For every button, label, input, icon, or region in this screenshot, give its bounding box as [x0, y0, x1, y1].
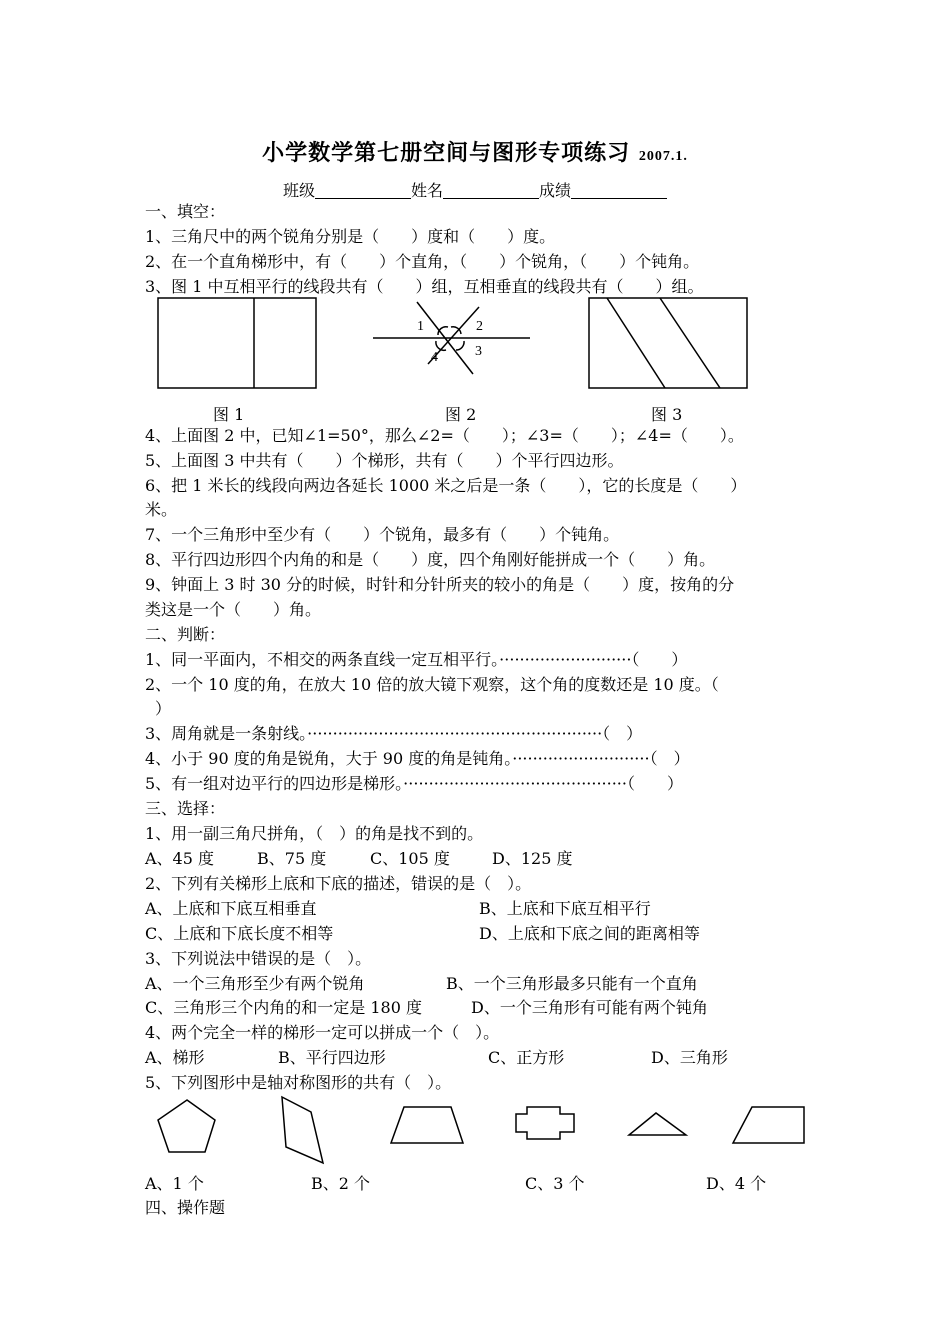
- judge-question-1: 1、同一平面内，不相交的两条直线一定互相平行。··························（ ）: [145, 650, 688, 669]
- title-date: 2007.1.: [638, 149, 688, 164]
- irregular-quadrilateral-shape: [282, 1097, 323, 1163]
- choice-question-2: 2、下列有关梯形上底和下底的描述，错误的是（ ）。: [145, 874, 532, 893]
- class-label: 班级: [282, 181, 315, 200]
- angle-label-3: 3: [475, 344, 482, 359]
- judge-question-3: 3、周角就是一条射线。··························································（ ）: [145, 724, 643, 743]
- choice-4-option-a: A、梯形: [145, 1048, 205, 1067]
- choice-question-5: 5、下列图形中是轴对称图形的共有（ ）。: [145, 1073, 452, 1092]
- title-text: 小学数学第七册空间与图形专项练习: [262, 140, 631, 166]
- choice-1-option-c: C、105 度: [370, 849, 450, 868]
- choice-5-option-c: C、3 个: [525, 1174, 585, 1193]
- figure-3-rectangle: [589, 298, 747, 388]
- choice-question-3: 3、下列说法中错误的是（ ）。: [145, 949, 372, 968]
- choice-1-option-b: B、75 度: [257, 849, 327, 868]
- fill-question-9-line-2: 类这是一个（ ）角。: [145, 600, 322, 619]
- right-trapezoid-shape: [733, 1107, 804, 1143]
- score-label: 成绩: [539, 181, 572, 200]
- judge-question-4: 4、小于 90 度的角是锐角，大于 90 度的角是钝角。···························（ ）: [145, 749, 690, 768]
- choice-5-option-d: D、4 个: [706, 1174, 767, 1193]
- choice-3-option-d: D、一个三角形有可能有两个钝角: [471, 998, 708, 1017]
- figure-2-caption: 图 2: [445, 405, 477, 424]
- figure-2: [373, 302, 530, 374]
- choice-question-1: 1、用一副三角尺拼角，（ ）的角是找不到的。: [145, 824, 484, 843]
- choice-5-option-a: A、1 个: [145, 1174, 204, 1193]
- figure-2-angle-arc-3: [456, 341, 464, 350]
- fill-question-1: 1、三角尺中的两个锐角分别是（ ）度和（ ）度。: [145, 227, 556, 246]
- choice-3-option-c: C、三角形三个内角的和一定是 180 度: [145, 998, 422, 1017]
- fill-question-2: 2、在一个直角梯形中，有（ ）个直角，（ ）个锐角，（ ）个钝角。: [145, 252, 700, 271]
- section4-heading: 四、操作题: [145, 1198, 226, 1217]
- fill-question-6-line-2: 米。: [145, 500, 178, 519]
- choice-5-shapes: [158, 1097, 804, 1163]
- fill-question-7: 7、一个三角形中至少有（ ）个锐角，最多有（ ）个钝角。: [145, 525, 620, 544]
- figure-3: [589, 298, 747, 388]
- choice-1-option-d: D、125 度: [492, 849, 573, 868]
- angle-label-1: 1: [417, 319, 424, 334]
- choice-3-option-b: B、一个三角形最多只能有一个直角: [446, 974, 698, 993]
- fill-question-3: 3、图 1 中互相平行的线段共有（ ）组，互相垂直的线段共有（ ）组。: [145, 277, 704, 296]
- choice-question-4: 4、两个完全一样的梯形一定可以拼成一个（ ）。: [145, 1023, 500, 1042]
- choice-2-option-d: D、上底和下底之间的距离相等: [479, 924, 700, 943]
- choice-1-option-a: A、45 度: [145, 849, 215, 868]
- trapezoid-shape: [391, 1107, 463, 1143]
- choice-4-option-c: C、正方形: [488, 1048, 565, 1067]
- choice-3-option-a: A、一个三角形至少有两个锐角: [145, 974, 365, 993]
- figure-3-slant-line-a: [607, 298, 665, 388]
- judge-question-5: 5、有一组对边平行的四边形是梯形。············································（ ）: [145, 774, 683, 793]
- fill-question-9-line-1: 9、钟面上 3 时 30 分的时候，时针和分针所夹的较小的角是（ ）度，按角的分: [145, 575, 735, 594]
- choice-2-option-b: B、上底和下底互相平行: [479, 899, 651, 918]
- figure-3-caption: 图 3: [651, 405, 683, 424]
- figure-1-caption: 图 1: [213, 405, 245, 424]
- triangle-shape: [629, 1113, 686, 1135]
- fill-question-6-line-1: 6、把 1 米长的线段向两边各延长 1000 米之后是一条（ ），它的长度是（ ）: [145, 476, 747, 495]
- choice-5-option-b: B、2 个: [311, 1174, 371, 1193]
- figure-1-rectangle: [158, 298, 316, 388]
- judge-question-2-line-1: 2、一个 10 度的角，在放大 10 倍的放大镜下观察，这个角的度数还是 10 度。（: [145, 675, 719, 694]
- fill-question-4: 4、上面图 2 中，已知∠1=50°，那么∠2=（ ）；∠3=（ ）；∠4=（ ）。: [145, 426, 744, 445]
- fill-question-5: 5、上面图 3 中共有（ ）个梯形，共有（ ）个平行四边形。: [145, 451, 624, 470]
- angle-label-4: 4: [431, 350, 438, 365]
- figure-3-slant-line-b: [660, 298, 720, 388]
- choice-4-option-d: D、三角形: [651, 1048, 728, 1067]
- section1-heading: 一、填空：: [145, 202, 226, 221]
- figure-1: [158, 298, 316, 388]
- figure-2-angle-arc-1: [438, 327, 448, 335]
- judge-question-2-line-2: ）: [155, 699, 172, 718]
- pentagon-shape: [158, 1100, 215, 1152]
- section2-heading: 二、判断：: [145, 625, 226, 644]
- angle-label-2: 2: [476, 319, 483, 334]
- section3-heading: 三、选择：: [145, 799, 226, 818]
- choice-2-option-a: A、上底和下底互相垂直: [145, 899, 317, 918]
- name-label: 姓名: [410, 181, 443, 200]
- fill-question-8: 8、平行四边形四个内角的和是（ ）度，四个角刚好能拼成一个（ ）角。: [145, 550, 716, 569]
- choice-2-option-c: C、上底和下底长度不相等: [145, 924, 334, 943]
- choice-4-option-b: B、平行四边形: [278, 1048, 386, 1067]
- cross-shape: [516, 1107, 574, 1139]
